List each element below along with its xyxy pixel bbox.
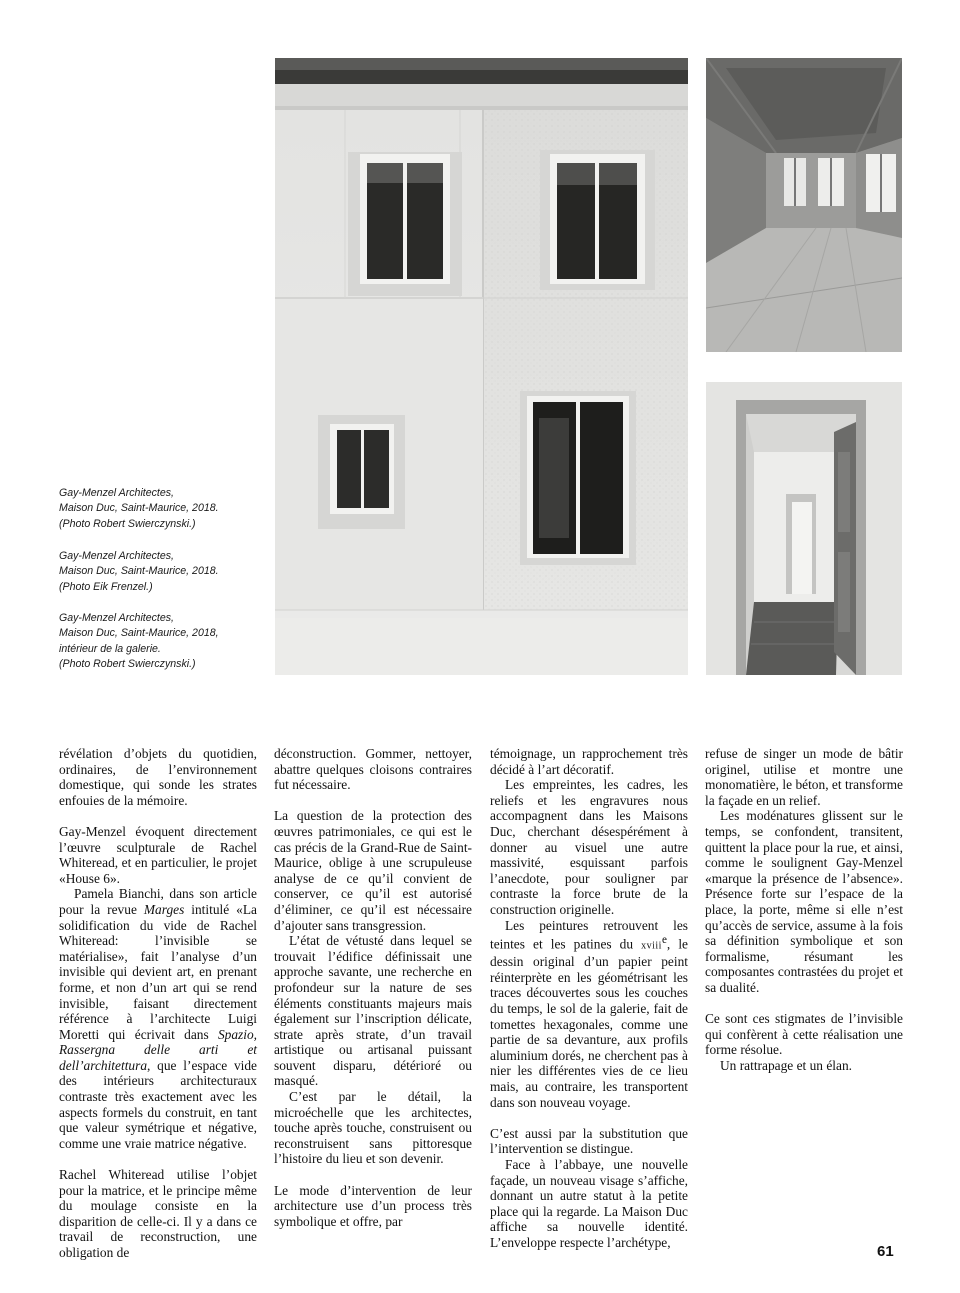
caption-line: intérieur de la galerie. — [59, 642, 161, 655]
page-number: 61 — [877, 1243, 894, 1260]
paragraph: révélation d’objets du quotidien, ordinaires, de l’environnement domestique, qui sonde les strates enfouies de la mémoire. — [59, 746, 257, 808]
article-column — [705, 746, 903, 1073]
paragraph: Les modénatures glissent sur le temps, se confondent, transitent, quittent la place pour la rue, et ainsi, comme le soulignent Gay-Menzel «marque la présence de l’absence». Présence forte sur l’espace de la place, la porte, même si elle n’est qu’accès de service, assume à la fois sa définition symbolique et son formalisme, résumant les composantes contrastées du projet et sa dualité. — [705, 808, 903, 995]
caption-line: (Photo Eik Frenzel.) — [59, 580, 153, 593]
gallery-interior-photo — [706, 382, 902, 675]
article-column — [490, 746, 688, 1250]
article-column — [274, 746, 472, 1229]
paragraph: Rachel Whiteread utilise l’objet pour la matrice, et le principe même du moulage consiste en la disparition de celle-ci. Il y a dans ce travail de reconstruction, une obligation de — [59, 1167, 257, 1260]
photo-caption — [59, 486, 259, 532]
paragraph: L’état de vétusté dans lequel se trouvait l’édifice définissait une approche savante, une recherche en profondeur sur la nature de ses éléments constituants majeurs mais également sur l’inscription délicate, strate après strate, d’un travail artistique ou artisanal puissant souvent disparu, détérioré ou masqué. — [274, 933, 472, 1089]
paragraph: La question de la protection des œuvres patrimoniales, ce qui est le cas précis de la Grand-Rue de Saint-Maurice, oblige à une scrupuleuse analyse de ce qu’il convient de conserver, ce qu’il est autorisé d’éliminer, ce qu’il est nécessaire d’ajouter sans transgression. — [274, 808, 472, 933]
journal-title: Spazio, Rassergna delle arti et dell’architettura — [59, 1026, 257, 1073]
caption-line: Gay-Menzel Architectes, — [59, 487, 174, 499]
paragraph: Face à l’abbaye, une nouvelle façade, un nouveau visage s’affiche, donnant un autre statut à la petite place qui la regarde. La Maison Duc affiche sa nouvelle identité. L’enveloppe respecte l’archétype, — [490, 1156, 688, 1250]
photo-caption — [59, 611, 259, 672]
paragraph: Les empreintes, les cadres, les reliefs et les engravures nous accompagnent dans les Maisons Duc, cherchant désespérément à donner au visuel une autre massivité, esquissant parfois l’anecdote, pour souligner par contraste la force brute de la construction originelle. — [490, 777, 688, 917]
caption-line: Maison Duc, Saint-Maurice, 2018. — [59, 565, 219, 578]
caption-line: (Photo Robert Swierczynski.) — [59, 657, 196, 670]
caption-line: (Photo Robert Swierczynski.) — [59, 517, 196, 530]
caption-line: Gay-Menzel Architectes, — [59, 550, 174, 562]
paragraph: témoignage, un rapprochement très décidé à l’art décoratif. — [490, 746, 688, 777]
caption-line: Gay-Menzel Architectes, — [59, 612, 174, 624]
paragraph: Les peintures retrouvent les teintes et les patines du xviii$^e$, le dessin original d’un papier peint réinterprète en les géométrisant les traces découvertes sous les couches du temps, le sol de la galerie, fait de tomettes hexagonales, comme une partie de sa devanture, aux profils aluminium dorés, ne cherchent pas à nier les différentes vies de ce lieu mais, au contraire, les transportent dans son nouveau voyage. — [490, 917, 688, 1110]
journal-title: Marges — [143, 901, 185, 917]
paragraph: C’est aussi par la substitution que l’intervention se distingue. — [490, 1125, 688, 1157]
paragraph: Un rattrapage et un élan. — [720, 1057, 852, 1073]
caption-line: Maison Duc, Saint-Maurice, 2018, — [59, 627, 219, 640]
paragraph: Ce sont ces stigmates de l’invisible qui confèrent à cette réalisation une forme résolue. — [705, 1011, 903, 1058]
article-column — [59, 746, 257, 1261]
paragraph: refuse de singer un mode de bâtir originel, utilise et montre une monomatière, le béton, et transforme la façade en un relief. — [705, 746, 903, 808]
paragraph: C’est par le détail, la microéchelle que les architectes, touche après touche, construisent ou reconstruisent sans pittoresque l’histoire du lieu et son devenir. — [274, 1089, 472, 1167]
interior-room-photo — [706, 58, 902, 352]
century-numeral: xviii — [641, 940, 662, 952]
paragraph: Le mode d’intervention de leur architecture use d’un process très symbolique et offre, par — [274, 1182, 472, 1229]
paragraph: Pamela Bianchi, dans son article pour la revue Marges intitulé «La solidification du vide de Rachel Whiteread: l’invisible se matérialise», fait l’analyse d’un invisible qui devient art, en prenant forme, et non d’un art qui se rend invisible, faisant directement référence à l’architecte Luigi Moretti qui écrivait dans Spazio, Rassergna delle arti et dell’architettura, que l’espace vide des intérieurs architecturaux contraste très exactement avec les aspects formels du construit, en tant que valeur symétrique et négative, comme une vraie matrice négative. — [59, 886, 257, 1151]
facade-photo — [275, 58, 688, 675]
paragraph: déconstruction. Gommer, nettoyer, abattre quelques cloisons contraires fut nécessaire. — [274, 746, 472, 793]
caption-line: Maison Duc, Saint-Maurice, 2018. — [59, 502, 219, 515]
photo-caption — [59, 549, 259, 595]
paragraph: Gay-Menzel évoquent directement l’œuvre sculpturale de Rachel Whiteread, et en particulier, le projet «House 6». — [59, 823, 257, 886]
